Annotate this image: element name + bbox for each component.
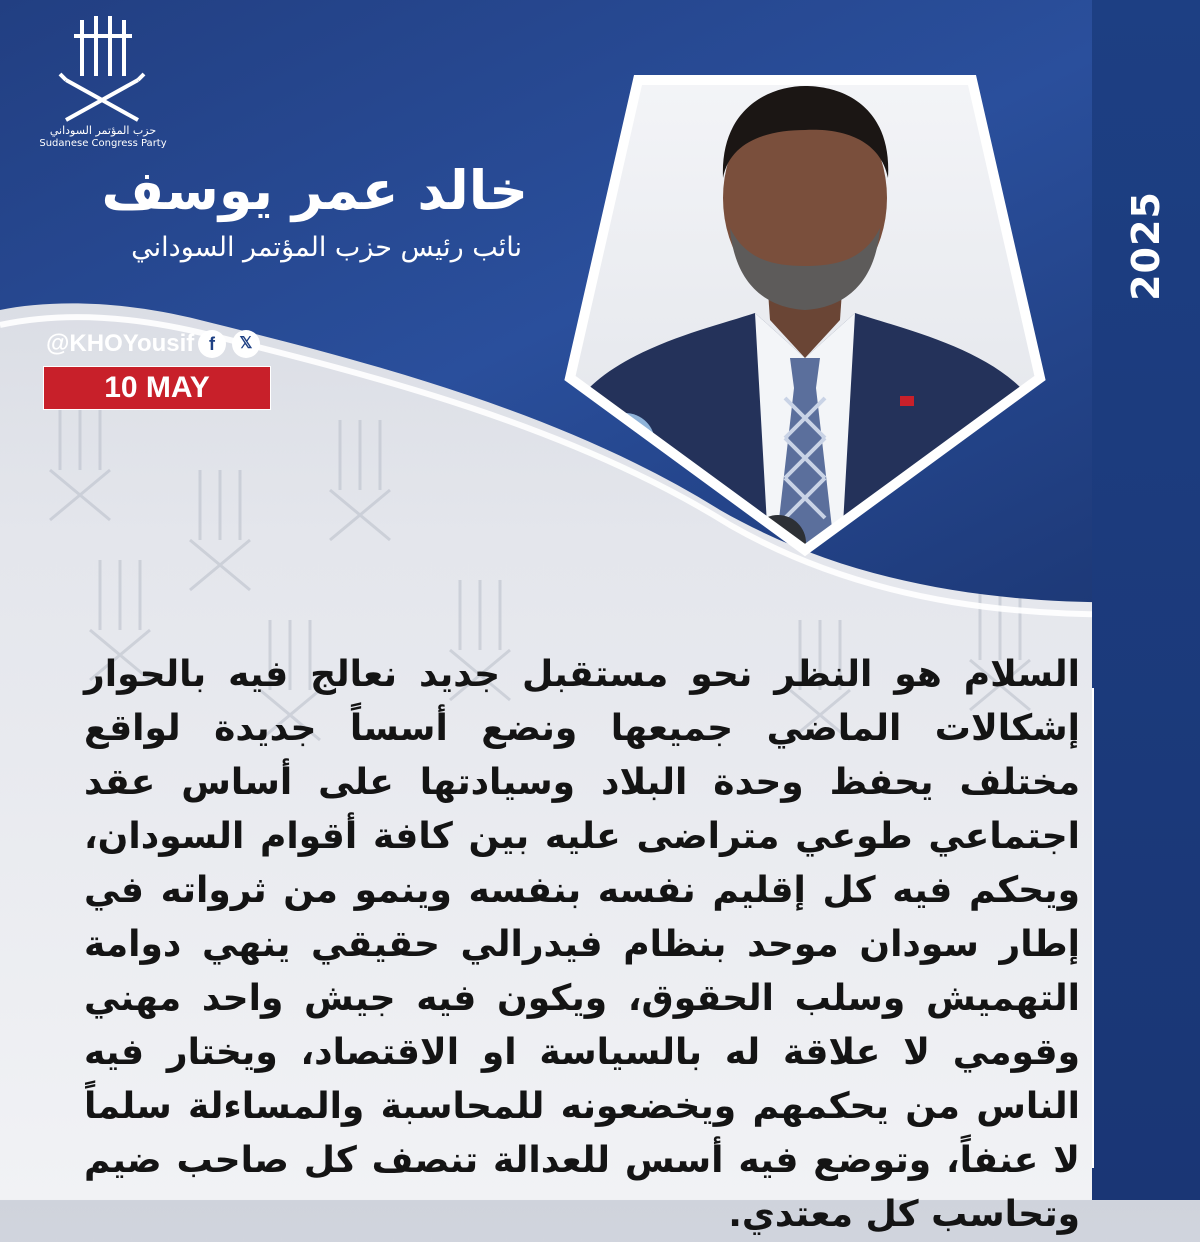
x-icon[interactable]: 𝕏 (232, 330, 260, 358)
person-name: خالد عمر يوسف (101, 159, 528, 222)
facebook-icon[interactable]: f (198, 330, 226, 358)
year-strip (1092, 0, 1200, 1200)
party-logo (52, 14, 152, 124)
social-handle-row (46, 327, 276, 361)
person-title: نائب رئيس حزب المؤتمر السوداني (131, 232, 522, 263)
date-badge: 10 MAY (43, 366, 271, 410)
portrait-photo (540, 58, 1070, 578)
party-name-arabic: حزب المؤتمر السوداني (49, 124, 157, 137)
quote-rule (1092, 688, 1094, 1168)
social-handle[interactable]: @KHOYousif (46, 330, 195, 357)
year-label: 2025 (1124, 191, 1168, 301)
party-name-english: Sudanese Congress Party (39, 138, 167, 149)
quote-text: السلام هو النظر نحو مستقبل جديد نعالج فيه بالحوار إشكالات الماضي جميعها ونضع أسساً جديدة لواقع مختلف يحفظ وحدة البلاد وسيادتها على أساس عقد اجتماعي طوعي متراضى عليه بين كافة أقوام السودان، ويحكم فيه كل إقليم نفسه بنفسه وينمو من ثرواته في إطار سودان موحد بنظام فيدرالي حقيقي ينهي دوامة التهميش وسلب الحقوق، ويكون فيه جيش واحد مهني وقومي لا علاقة له بالسياسة او الاقتصاد، ويختار فيه الناس من يحكمهم ويخضعونه للمحاسبة والمساءلة سلماً لا عنفاً، وتوضع فيه أسس للعدالة تنصف كل صاحب ضيم وتحاسب كل معتدي. (84, 654, 1080, 1235)
